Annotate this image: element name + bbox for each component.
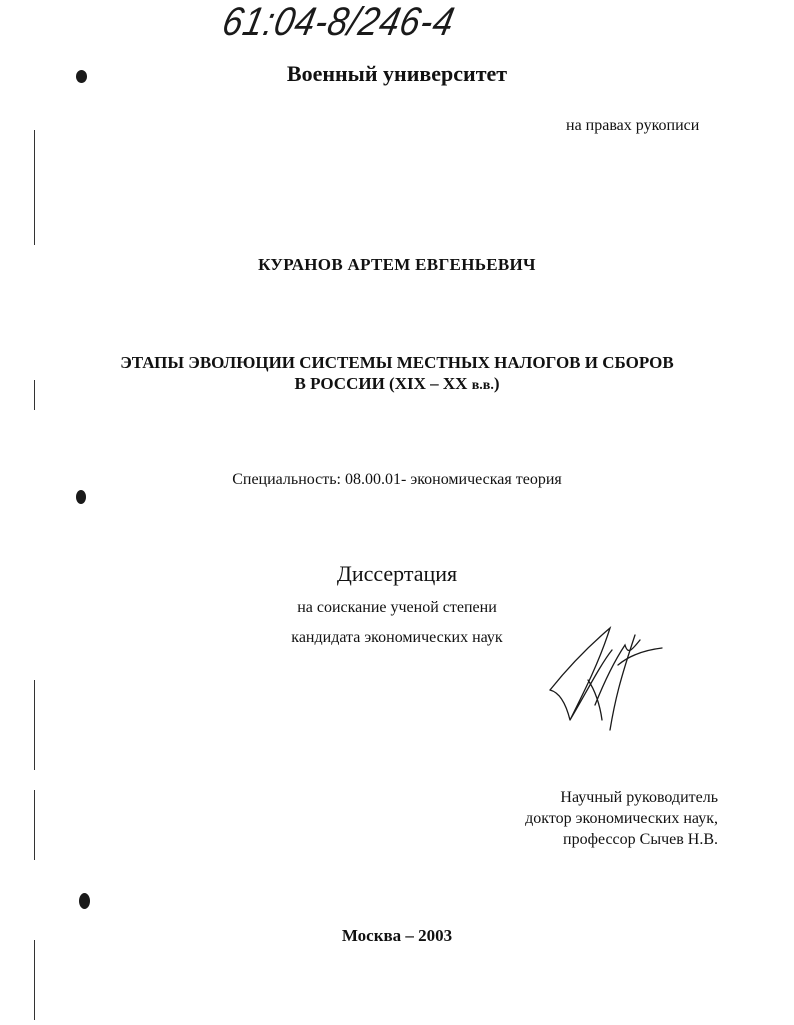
scan-margin-line <box>34 940 35 1020</box>
scan-margin-line <box>34 680 35 770</box>
title-line-2-end: ) <box>493 374 500 393</box>
title-line-1: ЭТАПЫ ЭВОЛЮЦИИ СИСТЕМЫ МЕСТНЫХ НАЛОГОВ И СБОРОВ <box>120 353 674 372</box>
title-line-2-abbrev: в.в. <box>471 378 494 393</box>
signature <box>540 620 670 740</box>
city-year: Москва – 2003 <box>341 926 453 945</box>
binding-hole-mark <box>79 893 90 909</box>
scan-margin-line <box>34 790 35 860</box>
title-line-2 <box>0 374 794 394</box>
signature-stroke <box>550 628 612 720</box>
manuscript-number: 61:04-8/246-4 <box>218 0 459 44</box>
title-line-2-main: В РОССИИ (XIX – XX <box>294 374 472 393</box>
university-name: Военный университет <box>286 61 508 86</box>
specialty: Специальность: 08.00.01- экономическая теория <box>232 471 562 488</box>
degree-line-2: кандидата экономических наук <box>291 629 503 646</box>
author-name: КУРАНОВ АРТЕМ ЕВГЕНЬЕВИЧ <box>258 255 536 274</box>
signature-stroke <box>618 648 662 665</box>
scan-margin-line <box>34 130 35 245</box>
supervisor-name: профессор Сычев Н.В. <box>563 831 718 848</box>
signature-strokes <box>550 628 662 730</box>
document-type: Диссертация <box>336 561 458 586</box>
rights-note: на правах рукописи <box>566 117 700 134</box>
degree-line-1: на соискание ученой степени <box>297 599 497 616</box>
supervisor-degree: доктор экономических наук, <box>525 810 718 827</box>
supervisor-role: Научный руководитель <box>560 789 718 806</box>
signature-stroke <box>550 690 570 720</box>
binding-hole-mark <box>76 490 86 504</box>
